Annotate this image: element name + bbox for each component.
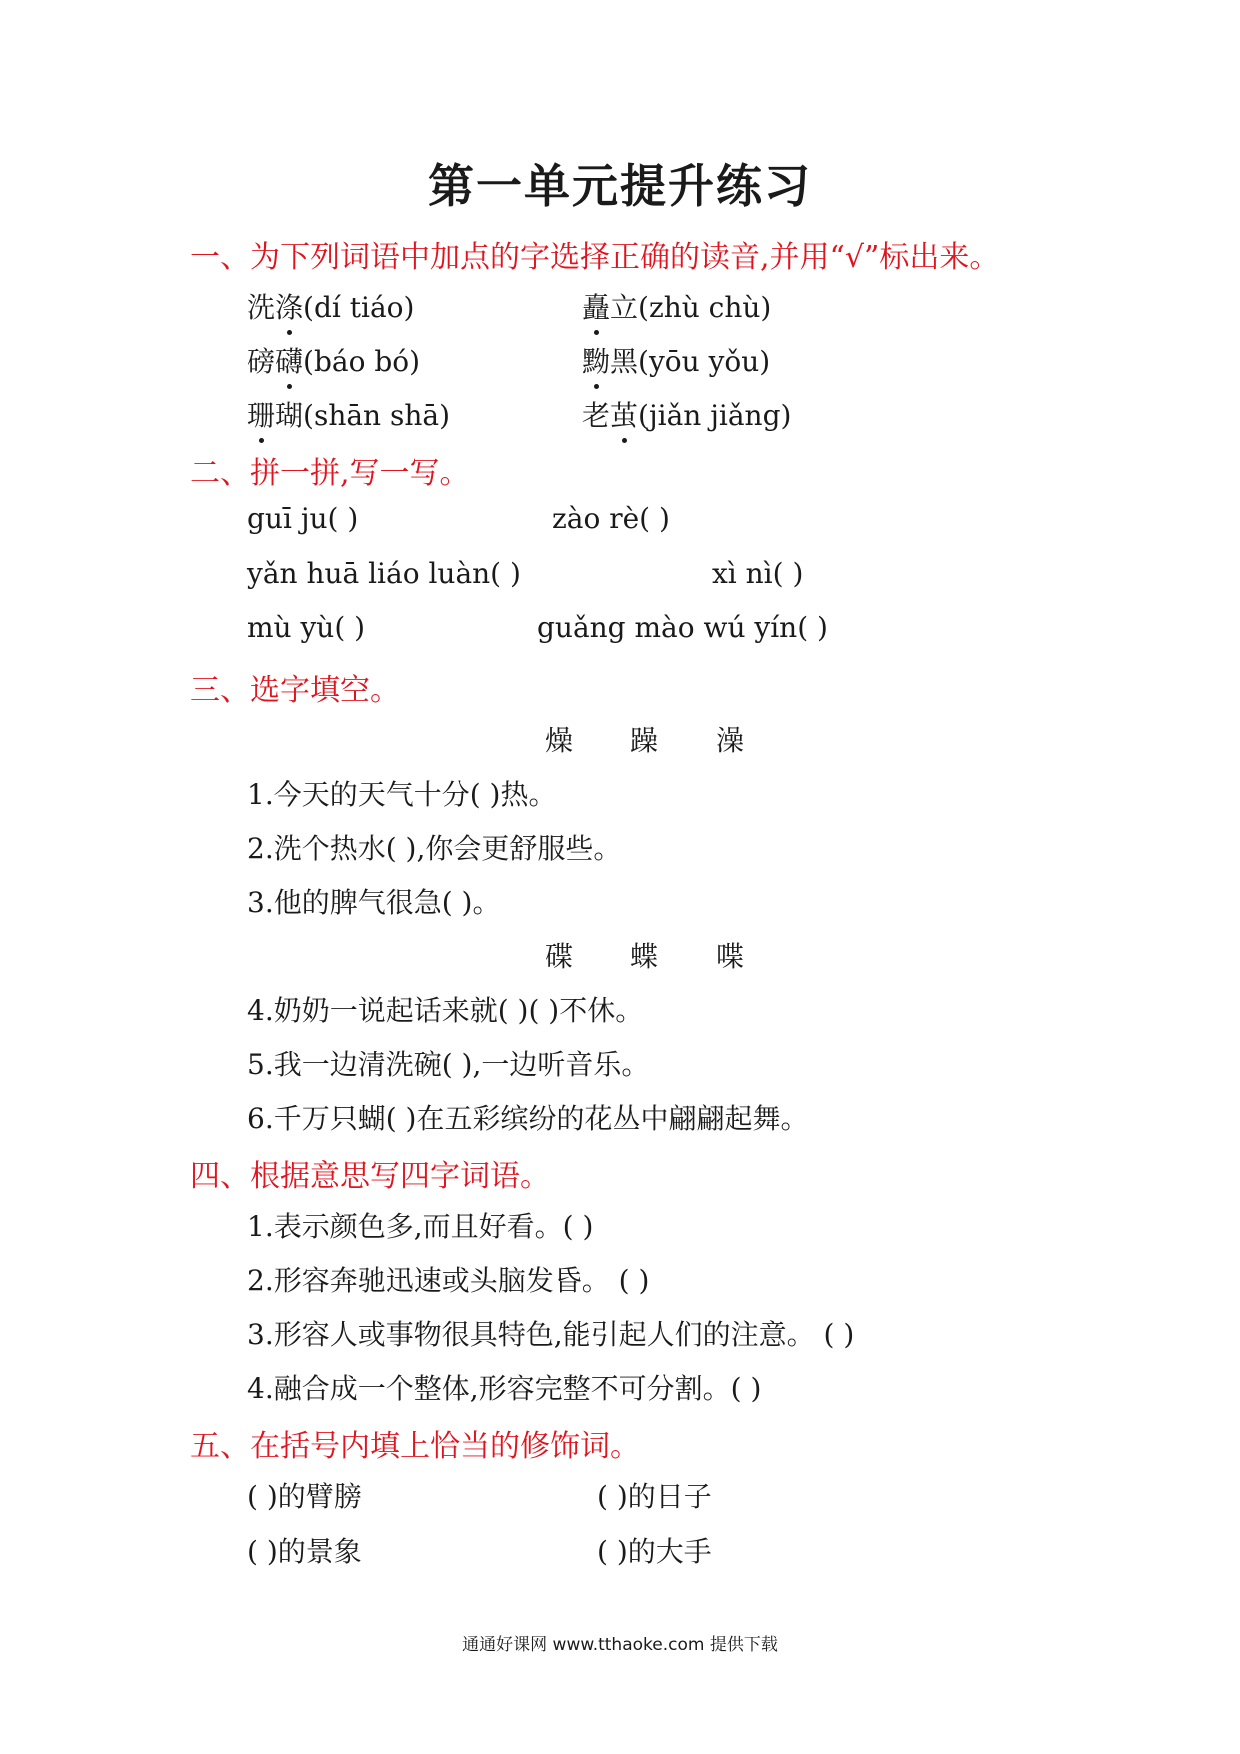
section-2-heading: 二、拼一拼,写一写。 — [190, 456, 470, 491]
s2-item-1: guī ju( ) — [247, 502, 359, 535]
section-3-heading: 三、选字填空。 — [190, 673, 400, 708]
s1-item-3 — [247, 340, 420, 380]
s1-item-4 — [582, 340, 770, 380]
s1-item-1-char: 洗 — [247, 291, 276, 324]
s1-item-4-dotted-char: 黝 — [582, 340, 610, 380]
s1-item-5-dotted-char: 珊 — [247, 394, 275, 434]
s3-char-choice-1a: 燥 — [545, 724, 574, 757]
s2-item-2: zào rè( ) — [552, 502, 670, 535]
s1-item-3-dotted-char: 礴 — [275, 340, 303, 380]
s5-item-1: ( )的臂膀 — [247, 1480, 362, 1513]
s3-char-choice-1c: 澡 — [716, 724, 745, 757]
s3-question-1: 1.今天的天气十分( )热。 — [247, 778, 557, 811]
s1-item-5-pinyin: (shān shā) — [303, 399, 451, 432]
s4-question-3: 3.形容人或事物很具特色,能引起人们的注意。 ( ) — [247, 1318, 855, 1351]
section-5-heading: 五、在括号内填上恰当的修饰词。 — [190, 1429, 640, 1464]
s1-item-2-dotted-char: 矗 — [582, 286, 610, 326]
s4-question-2: 2.形容奔驰迅速或头脑发昏。 ( ) — [247, 1264, 650, 1297]
s3-char-choice-2a: 碟 — [545, 940, 574, 973]
s3-question-5: 5.我一边清洗碗( ),一边听音乐。 — [247, 1048, 650, 1081]
s2-item-4: xì nì( ) — [712, 557, 804, 590]
section-4-heading: 四、根据意思写四字词语。 — [190, 1159, 550, 1194]
page-title: 第一单元提升练习 — [428, 159, 812, 213]
s3-char-choice-2c: 喋 — [716, 940, 745, 973]
s3-char-choice-2b: 蝶 — [630, 940, 659, 973]
s1-item-1-dotted-char: 涤 — [275, 286, 303, 326]
s1-item-3-char: 磅 — [247, 345, 276, 378]
s1-item-2-pinyin: (zhù chù) — [638, 291, 772, 324]
s1-item-6-dotted-char: 茧 — [610, 394, 638, 434]
s1-item-5-char-post: 瑚 — [275, 399, 304, 432]
s1-item-1 — [247, 286, 414, 326]
s1-item-4-char-post: 黑 — [610, 345, 639, 378]
s3-question-6: 6.千万只蝴( )在五彩缤纷的花丛中翩翩起舞。 — [247, 1102, 809, 1135]
s1-item-4-pinyin: (yōu yǒu) — [638, 345, 771, 378]
s3-char-choice-1b: 躁 — [630, 724, 659, 757]
s5-item-4: ( )的大手 — [597, 1535, 712, 1568]
s1-item-2 — [582, 286, 771, 326]
s3-question-4: 4.奶奶一说起话来就( )( )不休。 — [247, 994, 644, 1027]
s1-item-1-pinyin: (dí tiáo) — [303, 291, 415, 324]
s2-item-5: mù yù( ) — [247, 611, 366, 644]
s1-item-3-pinyin: (báo bó) — [303, 345, 421, 378]
s2-item-6: guǎng mào wú yín( ) — [537, 611, 828, 644]
s1-item-2-char-post: 立 — [610, 291, 639, 324]
s5-item-3: ( )的景象 — [247, 1535, 362, 1568]
s1-item-5 — [247, 394, 450, 434]
s3-question-3: 3.他的脾气很急( )。 — [247, 886, 501, 919]
s1-item-6-char: 老 — [582, 399, 611, 432]
s4-question-1: 1.表示颜色多,而且好看。( ) — [247, 1210, 594, 1243]
s1-item-6-pinyin: (jiǎn jiǎng) — [638, 399, 792, 432]
section-1-heading: 一、为下列词语中加点的字选择正确的读音,并用“√”标出来。 — [190, 240, 1000, 275]
s5-item-2: ( )的日子 — [597, 1480, 712, 1513]
s3-question-2: 2.洗个热水( ),你会更舒服些。 — [247, 832, 622, 865]
s4-question-4: 4.融合成一个整体,形容完整不可分割。( ) — [247, 1372, 762, 1405]
footer-source: 通通好课网 www.tthaoke.com 提供下载 — [462, 1635, 778, 1655]
s1-item-6 — [582, 394, 791, 434]
s2-item-3: yǎn huā liáo luàn( ) — [247, 557, 521, 590]
